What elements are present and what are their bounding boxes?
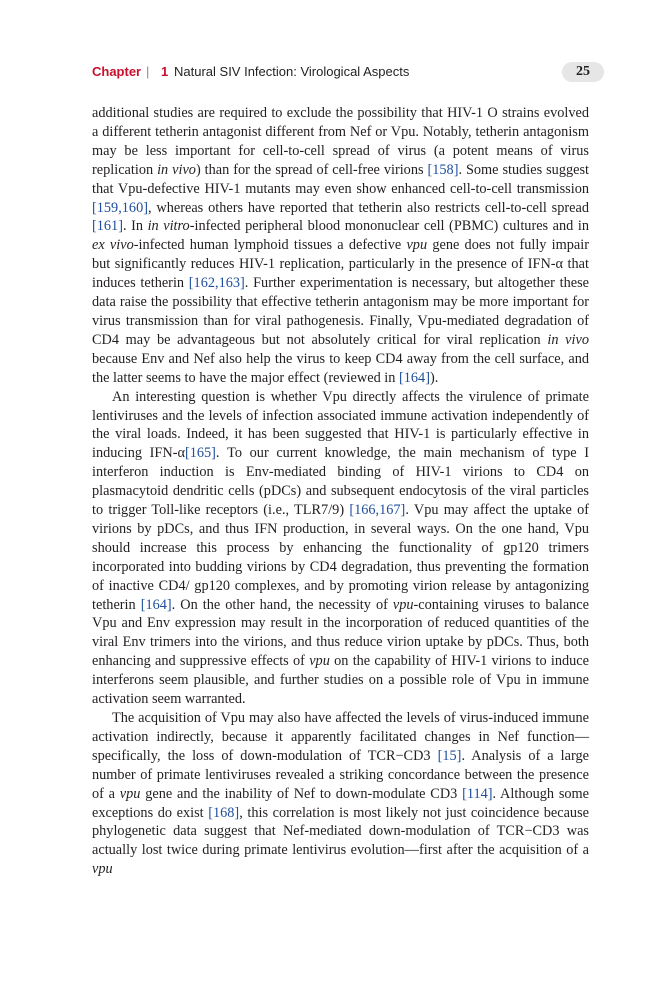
body-paragraph xyxy=(92,388,589,709)
citation-link[interactable]: [166,167] xyxy=(349,502,406,519)
text-run: gene does not fully impair but significantly reduces HIV-1 replication, particularly in the presence of IFN-α that induces tetherin xyxy=(92,237,590,292)
italic-term: vpu xyxy=(92,861,113,878)
running-header xyxy=(92,62,604,84)
citation-link[interactable]: [114] xyxy=(462,785,493,802)
italic-term: in vivo xyxy=(547,331,589,348)
text-run: because Env and Nef also help the virus to keep CD4 away from the cell surface, and the latter seems to have the major effect (reviewed in xyxy=(92,350,589,386)
text-run: The acquisition of Vpu may also have affected the levels of virus-induced immune activation indirectly, because it apparently facilitated changes in Nef function—specifically, the loss of down-modulation of TCR−CD3 xyxy=(92,710,589,764)
citation-link[interactable]: [158] xyxy=(427,161,459,178)
text-run: ). xyxy=(429,369,439,386)
citation-link[interactable]: [164] xyxy=(399,369,430,386)
text-run: . On the other hand, the necessity of xyxy=(171,596,393,613)
citation-link[interactable]: [162,163] xyxy=(188,275,245,292)
chapter-label: Chapter xyxy=(92,64,142,79)
italic-term: in vitro xyxy=(147,218,190,235)
text-run: -containing viruses to balance Vpu and Env expression may result in the incorporation of reduced quantities of the viral Env trimers into the virions, and thus reduce virion uptake by pDCs. Thus, both enhancing and suppressive effects of xyxy=(92,596,589,670)
citation-link[interactable]: [165] xyxy=(184,445,216,462)
text-run: , this correlation is most likely not just coincidence because phylogenetic data suggest that Nef-mediated down-modulation of TCR−CD3 was actually lost twice during primate lentivirus evolution—first after the acquisition of a xyxy=(92,804,589,859)
citation-link[interactable]: [15] xyxy=(437,747,462,764)
text-run: . To our current knowledge, the main mechanism of type I interferon induction is Env-mediated binding of HIV-1 virions to CD4 on plasmacytoid dendritic cells (pDCs) and subsequent endocytosis of the viral particles to trigger Toll-like receptors (i.e., TLR7/9) xyxy=(92,445,589,519)
text-run: ) than for the spread of cell-free virions xyxy=(195,161,428,178)
text-run: additional studies are required to exclude the possibility that HIV-1 O strains evolved a different tetherin antagonist different from Nef or Vpu. Notably, tetherin antagonism may be less important for cell-to-cell spread of virus (a potent means of virus replication xyxy=(92,105,589,178)
italic-term: vpu xyxy=(392,596,414,613)
citation-link[interactable]: [164] xyxy=(140,596,172,613)
italic-term: in vivo xyxy=(157,161,196,178)
page-number-badge: 25 xyxy=(562,62,604,82)
citation-link[interactable]: [161] xyxy=(92,218,123,235)
text-run: , whereas others have reported that tetherin also restricts cell-to-cell spread xyxy=(148,199,589,216)
header-separator: | xyxy=(146,64,150,79)
text-run: An interesting question is whether Vpu directly affects the virulence of primate lentiviruses and the levels of infection associated immune activation independently of the viral loads. Indeed, it has been suggested that HIV-1 is particularly effective in inducing IFN-α xyxy=(92,388,589,462)
text-run: gene and the inability of Nef to down-modulate CD3 xyxy=(140,785,463,802)
italic-term: vpu xyxy=(309,653,330,670)
text-run: on the capability of HIV-1 virions to induce interferons seem plausible, and further studies on a possible role of Vpu in immune activation seem warranted. xyxy=(92,653,589,708)
text-run: . Vpu may affect the uptake of virions by pDCs, and thus IFN production, in several ways. On the one hand, Vpu should increase this process by enhancing the functionality of gp120 trimers incorporated into budding virions by CD4 degradation, thus preventing the formation of inactive CD4/ gp120 complexes, and by promoting virion release by antagonizing tetherin xyxy=(92,502,589,613)
text-run: . Although some exceptions do exist xyxy=(92,785,590,821)
text-run: -infected human lymphoid tissues a defective xyxy=(133,237,407,254)
chapter-number: 1 xyxy=(161,64,169,79)
text-run: . Some studies suggest that Vpu-defective HIV-1 mutants may even show enhanced cell-to-cell transmission xyxy=(92,161,589,197)
text-run: . In xyxy=(122,218,148,235)
body-text xyxy=(92,104,589,879)
italic-term: vpu xyxy=(119,785,141,802)
body-paragraph xyxy=(92,104,589,388)
chapter-title: Natural SIV Infection: Virological Aspects xyxy=(174,64,410,79)
italic-term: ex vivo xyxy=(92,237,134,254)
text-run: . Analysis of a large number of primate lentiviruses revealed a striking concordance between the presence of a xyxy=(92,747,589,802)
body-paragraph xyxy=(92,709,589,879)
italic-term: vpu xyxy=(406,237,428,254)
text-run: . Further experimentation is necessary, but altogether these data raise the possibility that effective tetherin antagonism may be more important for virus transmission than for viral pathogenesis. Finally, Vpu-mediated degradation of CD4 may be advantageous but not absolutely critical for viral replication xyxy=(92,275,589,348)
citation-link[interactable]: [159,160] xyxy=(92,199,148,216)
text-run: -infected peripheral blood mononuclear cell (PBMC) cultures and in xyxy=(189,218,589,235)
citation-link[interactable]: [168] xyxy=(208,804,240,821)
